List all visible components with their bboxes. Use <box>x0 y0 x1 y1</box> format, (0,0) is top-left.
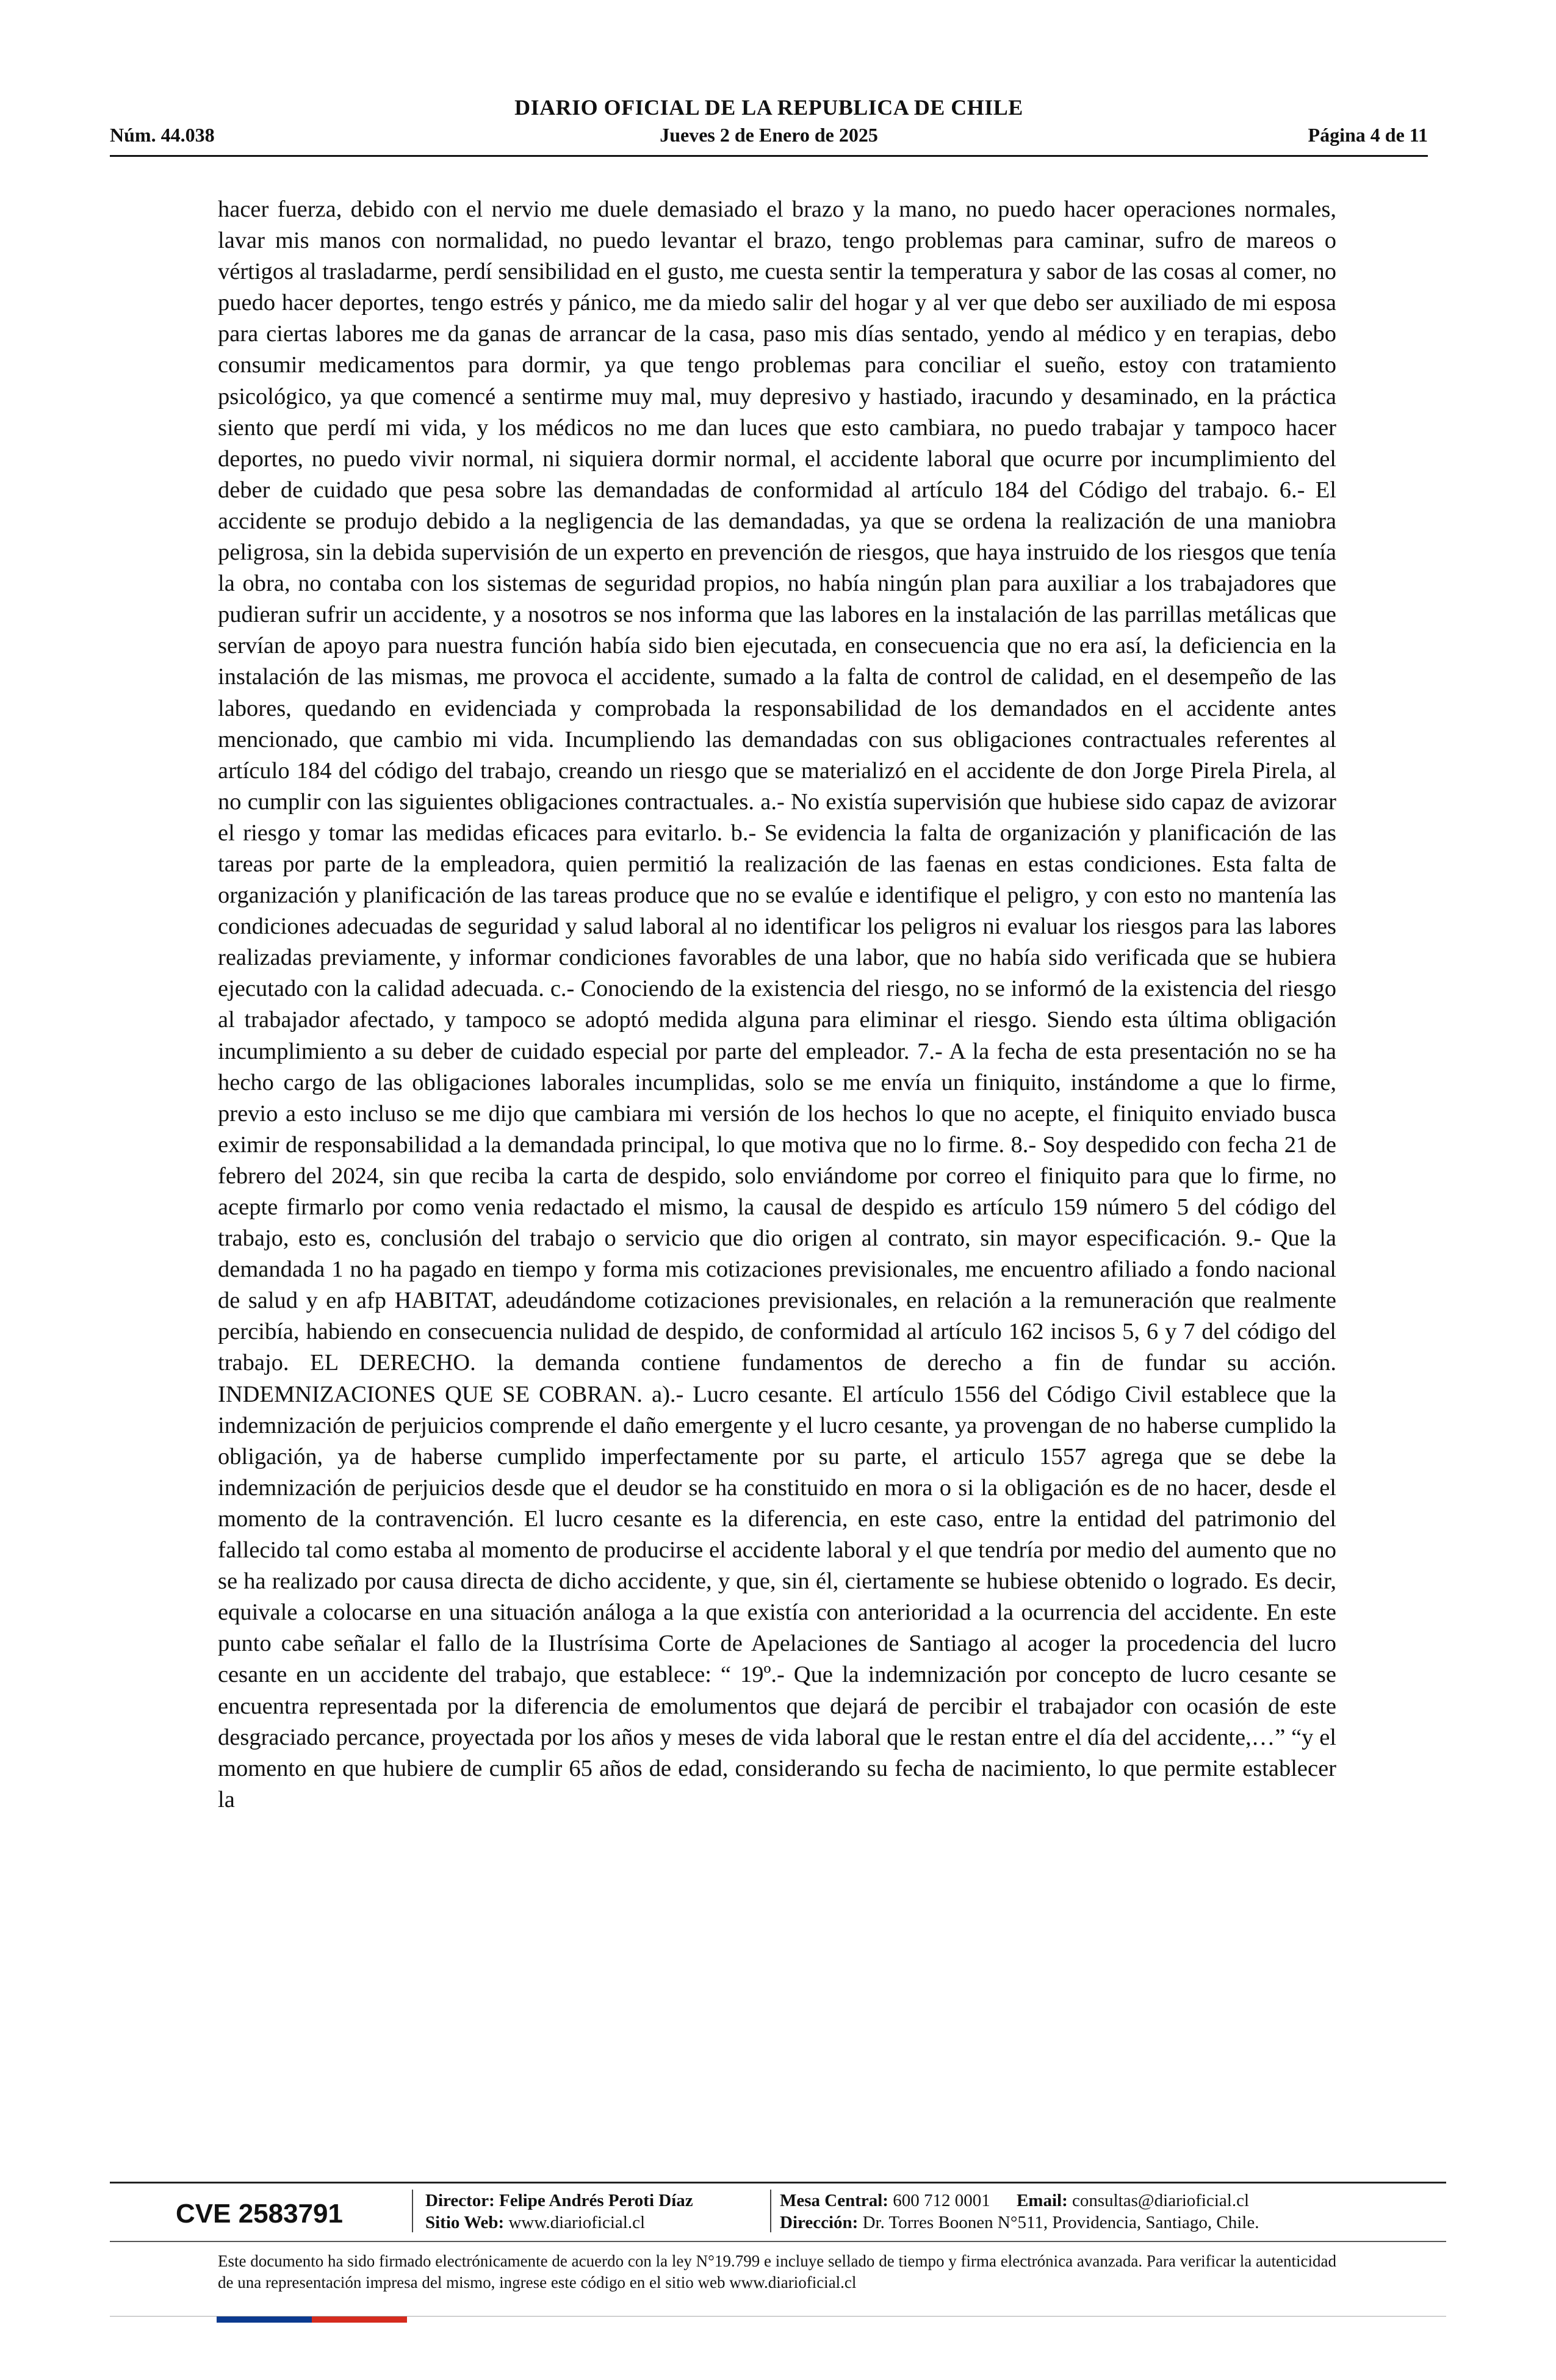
contact-line <box>780 2190 1259 2212</box>
electronic-signature-notice: Este documento ha sido firmado electrónicamente de acuerdo con la ley N°19.799 e incluye sellado de tiempo y firma electrónica avanzada. Para verificar la autenticidad de una representación impresa del mismo, ingrese este código en el sitio web www.diarioficial.cl <box>218 2252 1336 2292</box>
email-link[interactable]: consultas@diarioficial.cl <box>1072 2191 1250 2210</box>
header-meta-row <box>110 124 1428 151</box>
footer-top-divider <box>110 2182 1446 2183</box>
issue-number: Núm. 44.038 <box>110 124 215 146</box>
website-label: Sitio Web: <box>425 2213 505 2232</box>
address-line <box>780 2212 1259 2234</box>
director-name: Felipe Andrés Peroti Díaz <box>499 2191 693 2210</box>
page-indicator: Página 4 de 11 <box>1308 124 1428 146</box>
website-line <box>425 2212 693 2234</box>
mesa-central-label: Mesa Central: <box>780 2191 888 2210</box>
header-divider <box>110 155 1428 157</box>
mesa-central-phone: 600 712 0001 <box>893 2191 990 2210</box>
document-body-text: hacer fuerza, debido con el nervio me duele demasiado el brazo y la mano, no puedo hacer operaciones normales, lavar mis manos con normalidad, no puedo levantar el brazo, tengo problemas para caminar, sufro de mareos o vértigos al trasladarme, perdí sensibilidad en el gusto, me cuesta sentir la temperatura y sabor de las cosas al comer, no puedo hacer deportes, tengo estrés y pánico, me da miedo salir del hogar y al ver que debo ser auxiliado de mi esposa para ciertas labores me da ganas de arrancar de la casa, paso mis días sentado, yendo al médico y en terapias, debo consumir medicamentos para dormir, ya que tengo problemas para conciliar el sueño, estoy con tratamiento psicológico, ya que comencé a sentirme muy mal, muy depresivo y hastiado, iracundo y desaminado, en la práctica siento que perdí mi vida, y los médicos no me dan luces que esto cambiara, no puedo trabajar y tampoco hacer deportes, no puedo vivir normal, ni siquiera dormir normal, el accidente laboral que ocurre por incumplimiento del deber de cuidado que pesa sobre las demandadas de conformidad al artículo 184 del Código del trabajo. 6.- El accidente se produjo debido a la negligencia de las demandadas, ya que se ordena la realización de una maniobra peligrosa, sin la debida supervisión de un experto en prevención de riesgos, que haya instruido de los riesgos que tenía la obra, no contaba con los sistemas de seguridad propios, no había ningún plan para auxiliar a los trabajadores que pudieran sufrir un accidente, y a nosotros se nos informa que las labores en la instalación de las parrillas metálicas que servían de apoyo para nuestra función había sido bien ejecutada, en consecuencia que no era así, la deficiencia en la instalación de las mismas, me provoca el accidente, sumado a la falta de control de calidad, en el desempeño de las labores, quedando en evidenciada y comprobada la responsabilidad de los demandados en el accidente antes mencionado, que cambio mi vida. Incumpliendo las demandadas con sus obligaciones contractuales referentes al artículo 184 del código del trabajo, creando un riesgo que se materializó en el accidente de don Jorge Pirela Pirela, al no cumplir con las siguientes obligaciones contractuales. a.- No existía supervisión que hubiese sido capaz de avizorar el riesgo y tomar las medidas eficaces para evitarlo. b.- Se evidencia la falta de organización y planificación de las tareas por parte de la empleadora, quien permitió la realización de las faenas en estas condiciones. Esta falta de organización y planificación de las tareas produce que no se evalúe e identifique el peligro, y con esto no mantenía las condiciones adecuadas de seguridad y salud laboral al no identificar los peligros ni evaluar los riesgos para las labores realizadas previamente, y informar condiciones favorables de una labor, que no había sido verificada que se hubiera ejecutado con la calidad adecuada. c.- Conociendo de la existencia del riesgo, no se informó de la existencia del riesgo al trabajador afectado, y tampoco se adoptó medida alguna para eliminar el riesgo. Siendo esta última obligación incumplimiento a su deber de cuidado especial por parte del empleador. 7.- A la fecha de esta presentación no se ha hecho cargo de las obligaciones laborales incumplidas, solo se me envía un finiquito, instándome a que lo firme, previo a esto incluso se me dijo que cambiara mi versión de los hechos lo que no acepte, el finiquito enviado busca eximir de responsabilidad a la demandada principal, lo que motiva que no lo firme. 8.- Soy despedido con fecha 21 de febrero del 2024, sin que reciba la carta de despido, solo enviándome por correo el finiquito para que lo firme, no acepte firmarlo por como venia redactado el mismo, la causal de despido es artículo 159 número 5 del código del trabajo, esto es, conclusión del trabajo o servicio que dio origen al contrato, sin mayor especificación. 9.- Que la demandada 1 no ha pagado en tiempo y forma mis cotizaciones previsionales, me encuentro afiliado a fondo nacional de salud y en afp HABITAT, adeudándome cotizaciones previsionales, en relación a la remuneración que realmente percibía, habiendo en consecuencia nulidad de despido, de conformidad al artículo 162 incisos 5, 6 y 7 del código del trabajo. EL DERECHO. la demanda contiene fundamentos de derecho a fin de fundar su acción. INDEMNIZACIONES QUE SE COBRAN. a).- Lucro cesante. El artículo 1556 del Código Civil establece que la indemnización de perjuicios comprende el daño emergente y el lucro cesante, ya provengan de no haberse cumplido la obligación, ya de haberse cumplido imperfectamente por su parte, el articulo 1557 agrega que se debe la indemnización de perjuicios desde que el deudor se ha constituido en mora o si la obligación es de no hacer, desde el momento de la contravención. El lucro cesante es la diferencia, en este caso, entre la entidad del patrimonio del fallecido tal como estaba al momento de producirse el accidente laboral y el que tendría por medio del aumento que no se ha realizado por causa directa de dicho accidente, y que, sin él, ciertamente se hubiese obtenido o logrado. Es decir, equivale a colocarse en una situación análoga a la que existía con anterioridad a la ocurrencia del accidente. En este punto cabe señalar el fallo de la Ilustrísima Corte de Apelaciones de Santiago al acoger la procedencia del lucro cesante en un accidente del trabajo, que establece: “ 19º.- Que la indemnización por concepto de lucro cesante se encuentra representada por la diferencia de emolumentos que dejará de percibir el trabajador con ocasión de este desgraciado percance, proyectada por los años y meses de vida laboral que le restan entre el día del accidente,…” “y el momento en que hubiere de cumplir 65 años de edad, considerando su fecha de nacimiento, lo que permite establecer la <box>218 197 1336 1812</box>
newspaper-title: DIARIO OFICIAL DE LA REPUBLICA DE CHILE <box>514 95 1023 120</box>
flag-segment <box>217 2317 264 2323</box>
flag-segment <box>312 2317 359 2323</box>
email-label: Email: <box>1016 2191 1068 2210</box>
address-value: Dr. Torres Boonen N°511, Providencia, Santiago, Chile. <box>862 2213 1259 2232</box>
website-link[interactable]: www.diarioficial.cl <box>508 2213 646 2232</box>
footer-director-block <box>425 2190 693 2234</box>
flag-color-bar <box>217 2317 407 2323</box>
page-header <box>110 95 1428 159</box>
address-label: Dirección: <box>780 2213 859 2232</box>
director-label: Director: <box>425 2191 495 2210</box>
footer-mid-divider <box>110 2241 1446 2242</box>
flag-segment <box>264 2317 312 2323</box>
flag-segment <box>359 2317 407 2323</box>
footer-separator <box>770 2190 771 2232</box>
footer-separator <box>412 2190 413 2232</box>
footer-contact-block <box>780 2190 1259 2234</box>
director-line <box>425 2190 693 2212</box>
cve-code: CVE 2583791 <box>176 2199 343 2229</box>
issue-date: Jueves 2 de Enero de 2025 <box>660 124 878 146</box>
